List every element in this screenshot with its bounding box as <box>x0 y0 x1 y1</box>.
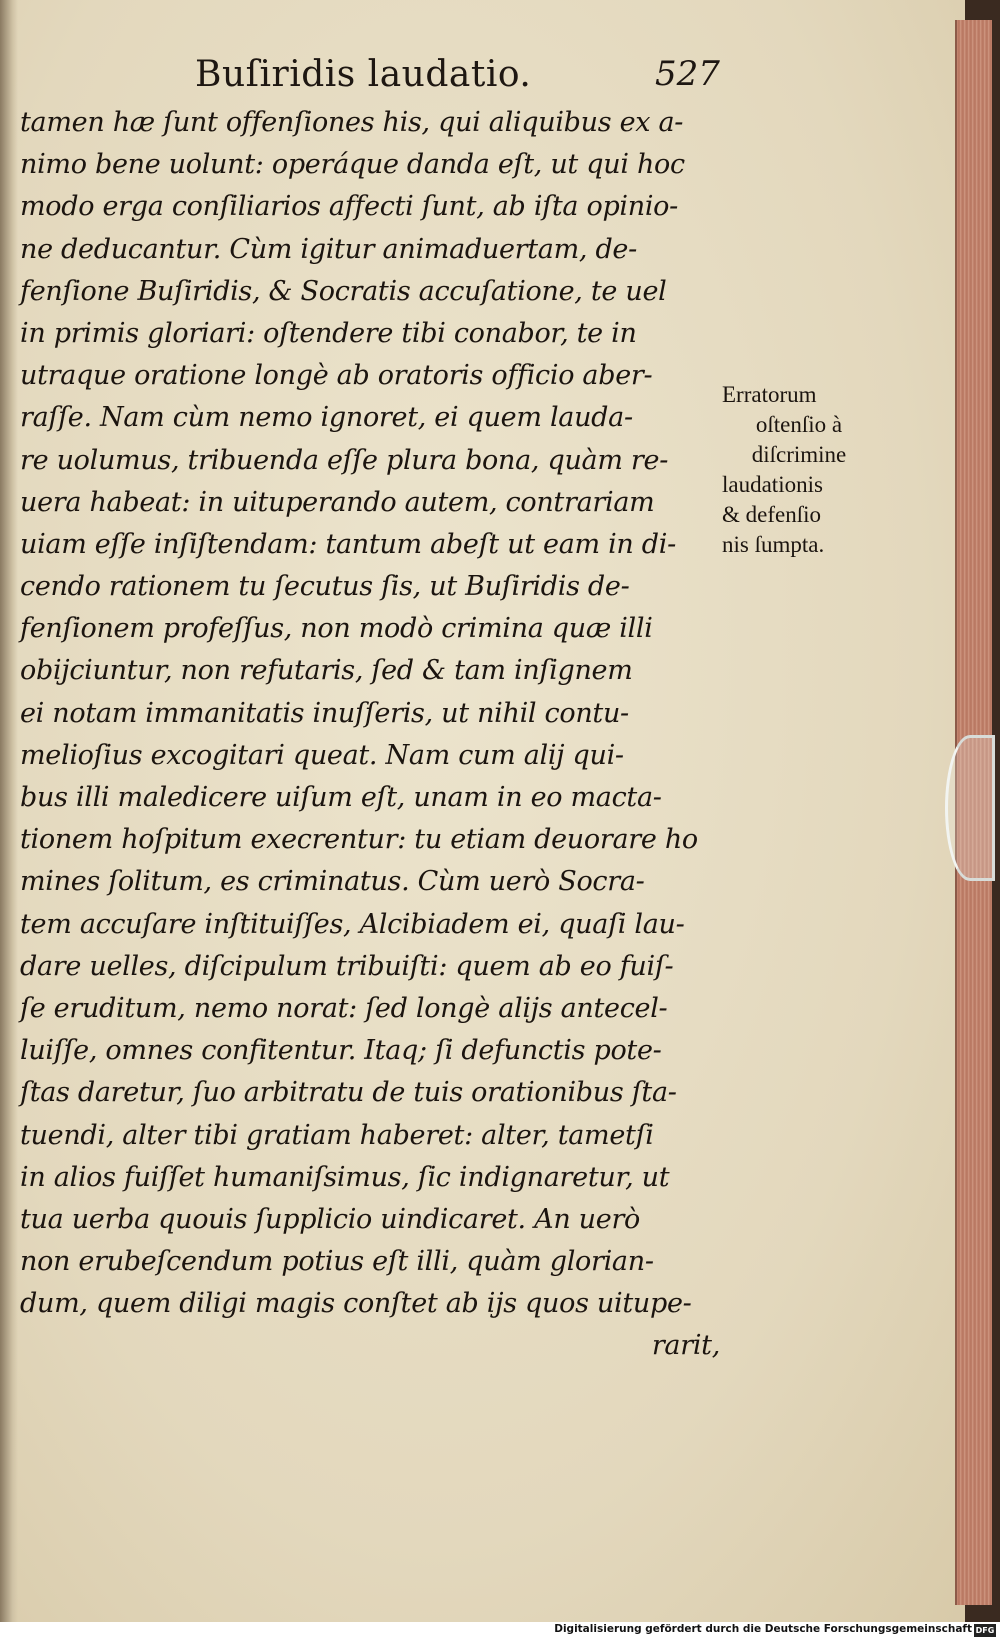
text-line: modo erga conſiliarios affecti ſunt, ab iſta opinio- <box>20 191 678 223</box>
footer-bar <box>0 1622 1000 1640</box>
text-line: dum, quem diligi magis conſtet ab ijs quos uitupe- <box>20 1288 692 1320</box>
text-line: ſe eruditum, nemo norat: ſed longè alijs antecel- <box>20 992 668 1024</box>
text-line: fenſione Buſiridis, & Socratis accuſatione, te uel <box>20 275 667 307</box>
page-number: 527 <box>655 54 720 94</box>
text-line: non erubeſcendum potius eſt illi, quàm glorian- <box>20 1246 654 1278</box>
text-line: tua uerba quouis ſupplicio uindicaret. An uerò <box>20 1203 641 1235</box>
marginal-line: Erratorum <box>722 382 817 407</box>
marginal-line: laudationis <box>722 472 823 497</box>
text-line: re uolumus, tribuenda eſſe plura bona, quàm re- <box>20 444 669 476</box>
text-line: ne deducantur. Cùm igitur animaduertam, de- <box>20 233 637 265</box>
text-line: bus illi maledicere uiſum eſt, unam in eo macta- <box>20 782 662 813</box>
marginal-note <box>722 380 872 560</box>
text-line: obijciuntur, non refutaris, ſed & tam inſignem <box>20 655 633 687</box>
text-line: uera habeat: in uituperando autem, contrariam <box>20 486 655 518</box>
text-line: melioſius excogitari queat. Nam cum alij qui- <box>20 739 624 771</box>
text-line: luiſſe, omnes confitentur. Itaq; ſi defunctis pote- <box>20 1035 662 1067</box>
text-line: dare uelles, diſcipulum tribuiſti: quem ab eo fuiſ- <box>20 950 674 982</box>
text-line: nimo bene uolunt: operáque danda eſt, ut qui hoc <box>20 149 685 181</box>
text-line: mines ſolitum, es criminatus. Cùm uerò Socra- <box>20 866 645 898</box>
body-text <box>20 102 720 1368</box>
text-line: tem accuſare inſtituiſſes, Alcibiadem ei, quaſi lau- <box>20 908 685 940</box>
catchword: rarit, <box>651 1330 720 1362</box>
text-line: tionem hoſpitum execrentur: tu etiam deuorare ho <box>20 824 698 856</box>
text-line: ſtas daretur, ſuo arbitratu de tuis orationibus ſta- <box>20 1077 677 1109</box>
marginal-line: oſtenſio à <box>755 412 843 437</box>
marginal-line: & defenſio <box>722 502 821 527</box>
bookmark-clip <box>945 735 995 881</box>
funding-credit: Digitalisierung gefördert durch die Deutsche Forschungsgemeinschaft <box>554 1623 972 1635</box>
marginal-line: diſcrimine <box>751 442 847 467</box>
running-title: Buſiridis laudatio. <box>195 54 532 95</box>
marginal-line: nis ſumpta. <box>722 532 825 557</box>
text-line: ei notam immanitatis inuſſeris, ut nihil contu- <box>20 697 629 729</box>
text-line: utraque oratione longè ab oratoris officio aber- <box>20 360 653 392</box>
text-line: tuendi, alter tibi gratiam haberet: alter, tametſi <box>20 1119 654 1151</box>
text-line: fenſionem profeſſus, non modò crimina quæ illi <box>20 613 653 645</box>
text-line: cendo rationem tu ſecutus ſis, ut Buſiridis de- <box>20 571 630 603</box>
page-gutter-shadow <box>0 0 18 1622</box>
text-line: in primis gloriari: oſtendere tibi conabor, te in <box>20 317 637 349</box>
dfg-logo: DFG <box>975 1626 995 1635</box>
text-line: in alios fuiſſet humaniſsimus, ſic indignaretur, ut <box>20 1161 670 1193</box>
text-line: raſſe. Nam cùm nemo ignoret, ei quem lauda- <box>20 402 633 434</box>
text-line: tamen hæ ſunt offenſiones his, qui aliquibus ex a- <box>20 107 684 138</box>
text-line: uiam eſſe inſiſtendam: tantum abeſt ut eam in di- <box>20 528 676 560</box>
page-header <box>0 46 965 106</box>
